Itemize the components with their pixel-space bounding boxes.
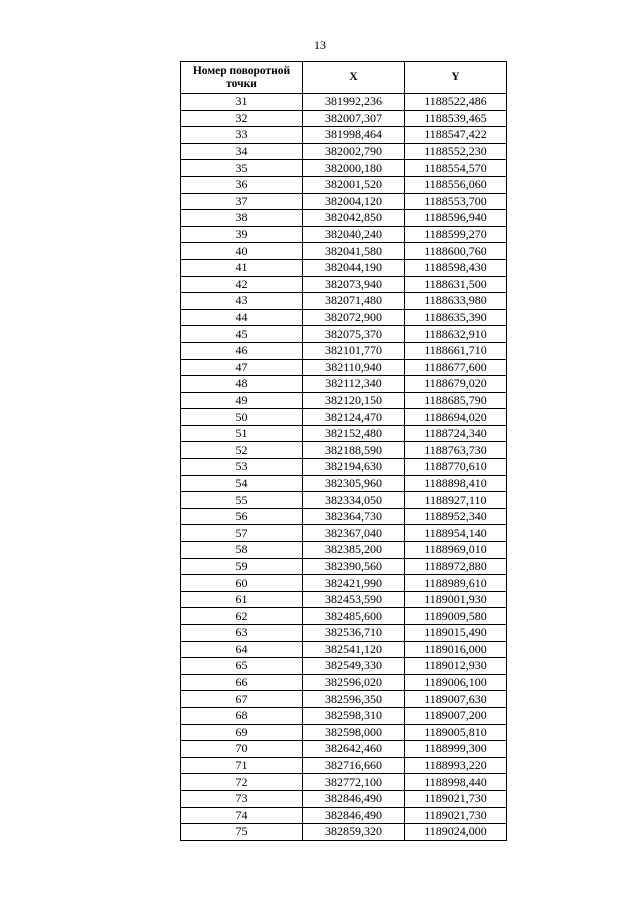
- y-coordinate-cell: 1188927,110: [405, 492, 507, 509]
- x-coordinate-cell: 382042,850: [303, 210, 405, 227]
- y-coordinate-cell: 1189007,630: [405, 691, 507, 708]
- table-row: [181, 625, 507, 642]
- y-coordinate-cell: 1188898,410: [405, 475, 507, 492]
- point-number-cell: 61: [181, 591, 303, 608]
- table-row: [181, 94, 507, 111]
- table-row: [181, 259, 507, 276]
- table-row: [181, 691, 507, 708]
- point-number-cell: 33: [181, 127, 303, 144]
- y-coordinate-cell: 1188993,220: [405, 757, 507, 774]
- point-number-cell: 69: [181, 724, 303, 741]
- table-row: [181, 757, 507, 774]
- x-coordinate-cell: 382124,470: [303, 409, 405, 426]
- y-coordinate-cell: 1188631,500: [405, 276, 507, 293]
- table-row: [181, 143, 507, 160]
- x-coordinate-cell: 382364,730: [303, 508, 405, 525]
- point-number-cell: 63: [181, 625, 303, 642]
- x-coordinate-cell: 382101,770: [303, 342, 405, 359]
- table-row: [181, 790, 507, 807]
- x-coordinate-cell: 382152,480: [303, 425, 405, 442]
- y-coordinate-cell: 1188600,760: [405, 243, 507, 260]
- table-row: [181, 293, 507, 310]
- y-coordinate-cell: 1188954,140: [405, 525, 507, 542]
- y-coordinate-cell: 1188552,230: [405, 143, 507, 160]
- y-coordinate-cell: 1188635,390: [405, 309, 507, 326]
- header-point-number: Номер поворотной точки: [181, 62, 303, 94]
- point-number-cell: 64: [181, 641, 303, 658]
- table-row: [181, 425, 507, 442]
- point-number-cell: 40: [181, 243, 303, 260]
- point-number-cell: 56: [181, 508, 303, 525]
- x-coordinate-cell: 382846,490: [303, 790, 405, 807]
- table-row: [181, 608, 507, 625]
- coordinates-table: [180, 61, 507, 841]
- y-coordinate-cell: 1189006,100: [405, 674, 507, 691]
- table-row: [181, 707, 507, 724]
- point-number-cell: 55: [181, 492, 303, 509]
- point-number-cell: 59: [181, 558, 303, 575]
- y-coordinate-cell: 1189009,580: [405, 608, 507, 625]
- x-coordinate-cell: 382421,990: [303, 575, 405, 592]
- x-coordinate-cell: 382541,120: [303, 641, 405, 658]
- y-coordinate-cell: 1189016,000: [405, 641, 507, 658]
- x-coordinate-cell: 382598,000: [303, 724, 405, 741]
- x-coordinate-cell: 382385,200: [303, 542, 405, 559]
- table-row: [181, 326, 507, 343]
- y-coordinate-cell: 1189005,810: [405, 724, 507, 741]
- y-coordinate-cell: 1188661,710: [405, 342, 507, 359]
- x-coordinate-cell: 382072,900: [303, 309, 405, 326]
- y-coordinate-cell: 1188724,340: [405, 425, 507, 442]
- table-row: [181, 226, 507, 243]
- point-number-cell: 71: [181, 757, 303, 774]
- x-coordinate-cell: 382120,150: [303, 392, 405, 409]
- x-coordinate-cell: 382536,710: [303, 625, 405, 642]
- point-number-cell: 41: [181, 259, 303, 276]
- y-coordinate-cell: 1188998,440: [405, 774, 507, 791]
- point-number-cell: 50: [181, 409, 303, 426]
- x-coordinate-cell: 382112,340: [303, 376, 405, 393]
- table-row: [181, 741, 507, 758]
- table-row: [181, 774, 507, 791]
- x-coordinate-cell: 382001,520: [303, 176, 405, 193]
- x-coordinate-cell: 382549,330: [303, 658, 405, 675]
- table-row: [181, 127, 507, 144]
- y-coordinate-cell: 1188633,980: [405, 293, 507, 310]
- point-number-cell: 48: [181, 376, 303, 393]
- y-coordinate-cell: 1189001,930: [405, 591, 507, 608]
- y-coordinate-cell: 1188679,020: [405, 376, 507, 393]
- table-row: [181, 674, 507, 691]
- point-number-cell: 62: [181, 608, 303, 625]
- point-number-cell: 32: [181, 110, 303, 127]
- point-number-cell: 34: [181, 143, 303, 160]
- y-coordinate-cell: 1188547,422: [405, 127, 507, 144]
- table-row: [181, 525, 507, 542]
- table-row: [181, 442, 507, 459]
- y-coordinate-cell: 1188969,010: [405, 542, 507, 559]
- x-coordinate-cell: 382040,240: [303, 226, 405, 243]
- x-coordinate-cell: 382075,370: [303, 326, 405, 343]
- x-coordinate-cell: 382305,960: [303, 475, 405, 492]
- point-number-cell: 49: [181, 392, 303, 409]
- table-row: [181, 376, 507, 393]
- x-coordinate-cell: 381998,464: [303, 127, 405, 144]
- x-coordinate-cell: 382596,020: [303, 674, 405, 691]
- table-row: [181, 459, 507, 476]
- table-row: [181, 591, 507, 608]
- table-row: [181, 342, 507, 359]
- point-number-cell: 68: [181, 707, 303, 724]
- y-coordinate-cell: 1188677,600: [405, 359, 507, 376]
- x-coordinate-cell: 382596,350: [303, 691, 405, 708]
- y-coordinate-cell: 1189007,200: [405, 707, 507, 724]
- x-coordinate-cell: 382772,100: [303, 774, 405, 791]
- table-row: [181, 807, 507, 824]
- table-row: [181, 475, 507, 492]
- y-coordinate-cell: 1188539,465: [405, 110, 507, 127]
- point-number-cell: 70: [181, 741, 303, 758]
- y-coordinate-cell: 1188554,570: [405, 160, 507, 177]
- table-body: [181, 94, 507, 841]
- x-coordinate-cell: 382002,790: [303, 143, 405, 160]
- x-coordinate-cell: 382044,190: [303, 259, 405, 276]
- table-row: [181, 276, 507, 293]
- point-number-cell: 31: [181, 94, 303, 111]
- point-number-cell: 72: [181, 774, 303, 791]
- y-coordinate-cell: 1188763,730: [405, 442, 507, 459]
- x-coordinate-cell: 382642,460: [303, 741, 405, 758]
- y-coordinate-cell: 1189015,490: [405, 625, 507, 642]
- y-coordinate-cell: 1188972,880: [405, 558, 507, 575]
- table-row: [181, 641, 507, 658]
- point-number-cell: 36: [181, 176, 303, 193]
- y-coordinate-cell: 1188999,300: [405, 741, 507, 758]
- x-coordinate-cell: 382598,310: [303, 707, 405, 724]
- x-coordinate-cell: 382007,307: [303, 110, 405, 127]
- table-row: [181, 210, 507, 227]
- table-row: [181, 160, 507, 177]
- table-row: [181, 110, 507, 127]
- page-number: 13: [314, 38, 326, 52]
- table-row: [181, 824, 507, 841]
- x-coordinate-cell: 382188,590: [303, 442, 405, 459]
- table-row: [181, 658, 507, 675]
- point-number-cell: 52: [181, 442, 303, 459]
- table-row: [181, 508, 507, 525]
- point-number-cell: 73: [181, 790, 303, 807]
- point-number-cell: 75: [181, 824, 303, 841]
- header-y: Y: [405, 62, 507, 94]
- table-row: [181, 193, 507, 210]
- header-x: X: [303, 62, 405, 94]
- point-number-cell: 60: [181, 575, 303, 592]
- point-number-cell: 42: [181, 276, 303, 293]
- table-row: [181, 558, 507, 575]
- x-coordinate-cell: 382073,940: [303, 276, 405, 293]
- table-row: [181, 176, 507, 193]
- point-number-cell: 67: [181, 691, 303, 708]
- x-coordinate-cell: 382071,480: [303, 293, 405, 310]
- x-coordinate-cell: 381992,236: [303, 94, 405, 111]
- y-coordinate-cell: 1189021,730: [405, 807, 507, 824]
- table-row: [181, 392, 507, 409]
- x-coordinate-cell: 382485,600: [303, 608, 405, 625]
- table-row: [181, 492, 507, 509]
- y-coordinate-cell: 1188989,610: [405, 575, 507, 592]
- point-number-cell: 47: [181, 359, 303, 376]
- table-row: [181, 243, 507, 260]
- y-coordinate-cell: 1188632,910: [405, 326, 507, 343]
- point-number-cell: 37: [181, 193, 303, 210]
- y-coordinate-cell: 1188770,610: [405, 459, 507, 476]
- x-coordinate-cell: 382004,120: [303, 193, 405, 210]
- y-coordinate-cell: 1188598,430: [405, 259, 507, 276]
- y-coordinate-cell: 1188556,060: [405, 176, 507, 193]
- x-coordinate-cell: 382859,320: [303, 824, 405, 841]
- point-number-cell: 35: [181, 160, 303, 177]
- x-coordinate-cell: 382041,580: [303, 243, 405, 260]
- point-number-cell: 58: [181, 542, 303, 559]
- x-coordinate-cell: 382000,180: [303, 160, 405, 177]
- table-row: [181, 542, 507, 559]
- x-coordinate-cell: 382110,940: [303, 359, 405, 376]
- x-coordinate-cell: 382716,660: [303, 757, 405, 774]
- point-number-cell: 44: [181, 309, 303, 326]
- point-number-cell: 53: [181, 459, 303, 476]
- point-number-cell: 51: [181, 425, 303, 442]
- table-header-row: [181, 62, 507, 94]
- y-coordinate-cell: 1188553,700: [405, 193, 507, 210]
- x-coordinate-cell: 382453,590: [303, 591, 405, 608]
- x-coordinate-cell: 382367,040: [303, 525, 405, 542]
- table-row: [181, 309, 507, 326]
- point-number-cell: 57: [181, 525, 303, 542]
- y-coordinate-cell: 1188599,270: [405, 226, 507, 243]
- point-number-cell: 46: [181, 342, 303, 359]
- x-coordinate-cell: 382334,050: [303, 492, 405, 509]
- y-coordinate-cell: 1188952,340: [405, 508, 507, 525]
- point-number-cell: 38: [181, 210, 303, 227]
- point-number-cell: 66: [181, 674, 303, 691]
- table-row: [181, 724, 507, 741]
- y-coordinate-cell: 1189021,730: [405, 790, 507, 807]
- x-coordinate-cell: 382194,630: [303, 459, 405, 476]
- point-number-cell: 39: [181, 226, 303, 243]
- point-number-cell: 65: [181, 658, 303, 675]
- table-row: [181, 359, 507, 376]
- point-number-cell: 45: [181, 326, 303, 343]
- point-number-cell: 54: [181, 475, 303, 492]
- y-coordinate-cell: 1188522,486: [405, 94, 507, 111]
- point-number-cell: 74: [181, 807, 303, 824]
- y-coordinate-cell: 1188596,940: [405, 210, 507, 227]
- y-coordinate-cell: 1188685,790: [405, 392, 507, 409]
- point-number-cell: 43: [181, 293, 303, 310]
- x-coordinate-cell: 382390,560: [303, 558, 405, 575]
- y-coordinate-cell: 1189012,930: [405, 658, 507, 675]
- y-coordinate-cell: 1188694,020: [405, 409, 507, 426]
- y-coordinate-cell: 1189024,000: [405, 824, 507, 841]
- x-coordinate-cell: 382846,490: [303, 807, 405, 824]
- table-row: [181, 575, 507, 592]
- table-row: [181, 409, 507, 426]
